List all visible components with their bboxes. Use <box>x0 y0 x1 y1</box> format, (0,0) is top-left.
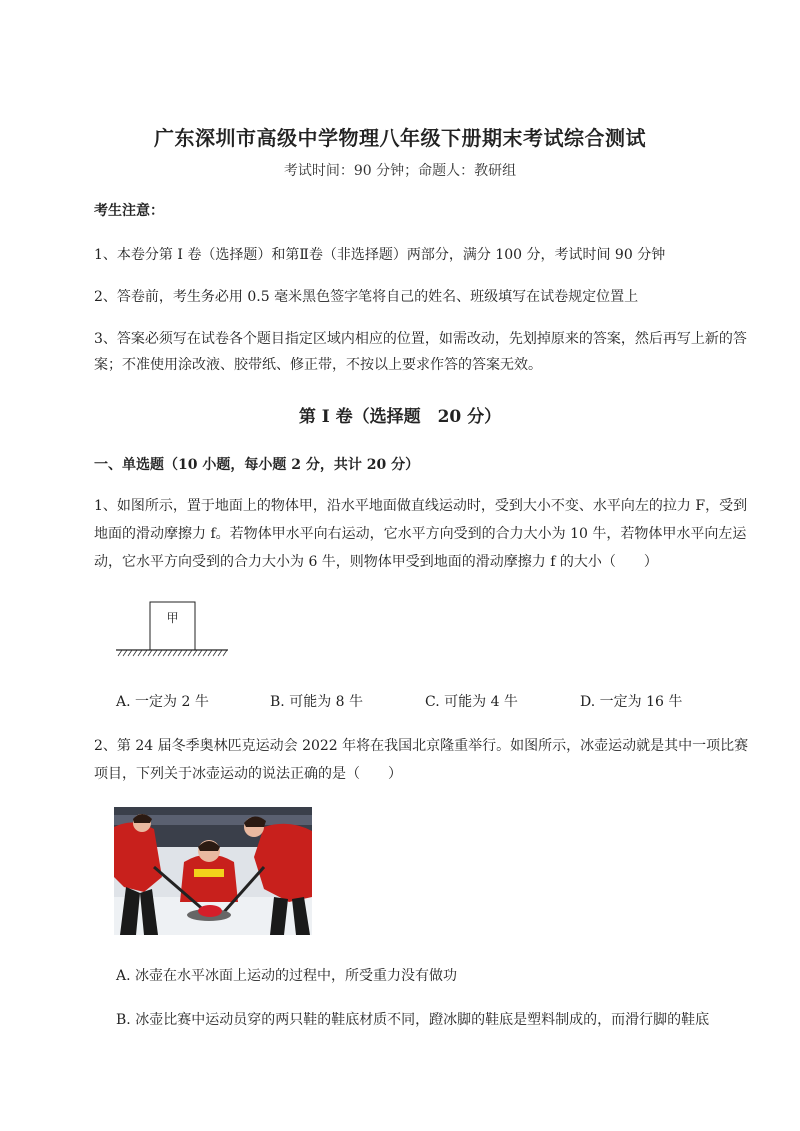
ground-hatching <box>118 650 227 656</box>
question-1-option-a: A. 一定为 2 牛 <box>116 694 209 710</box>
question-1-option-b: B. 可能为 8 牛 <box>270 694 363 710</box>
exam-title: 广东深圳市高级中学物理八年级下册期末考试综合测试 <box>154 126 646 150</box>
part-heading: 一、单选题（10 小题，每小题 2 分，共计 20 分） <box>94 457 420 473</box>
note-item-3: 3、答案必须写在试卷各个题目指定区域内相应的位置，如需改动，先划掉原来的答案，然后再写上新的答案；不准使用涂改液、胶带纸、修正带，不按以上要求作答的答案无效。 <box>94 331 747 373</box>
note-item-1: 1、本卷分第 I 卷（选择题）和第Ⅱ卷（非选择题）两部分，满分 100 分，考试时间 90 分钟 <box>94 247 666 263</box>
question-1-option-d: D. 一定为 16 牛 <box>580 694 683 710</box>
block-jia-label: 甲 <box>166 611 179 625</box>
exam-subtitle: 考试时间：90 分钟；命题人：教研组 <box>283 163 517 179</box>
section-title: 第 I 卷（选择题 20 分） <box>298 407 502 427</box>
notes-heading: 考生注意： <box>94 203 164 219</box>
question-2-option-a: A. 冰壶在水平冰面上运动的过程中，所受重力没有做功 <box>116 968 458 984</box>
question-1-figure <box>112 598 232 662</box>
question-1-text: 1、如图所示，置于地面上的物体甲，沿水平地面做直线运动时，受到大小不变、水平向左的拉力 F，受到地面的滑动摩擦力 f。若物体甲水平向右运动，它水平方向受到的合力大小为 10 牛，若物体甲水平向左运动，它水平方向受到的合力大小为 6 牛，则物体甲受到地面的滑动摩擦力 f 的大小（ ） <box>94 498 748 570</box>
block-jia <box>150 602 195 650</box>
question-1-option-c: C. 可能为 4 牛 <box>425 694 518 710</box>
question-2-option-b: B. 冰壶比赛中运动员穿的两只鞋的鞋底材质不同，蹬冰脚的鞋底是塑料制成的，而滑行脚的鞋底 <box>116 1012 710 1028</box>
curling-photo <box>114 807 312 935</box>
question-2-text: 2、第 24 届冬季奥林匹克运动会 2022 年将在我国北京隆重举行。如图所示，冰壶运动就是其中一项比赛项目，下列关于冰壶运动的说法正确的是（ ） <box>94 738 749 782</box>
note-item-2: 2、答卷前，考生务必用 0.5 毫米黑色签字笔将自己的姓名、班级填写在试卷规定位置上 <box>94 289 639 305</box>
